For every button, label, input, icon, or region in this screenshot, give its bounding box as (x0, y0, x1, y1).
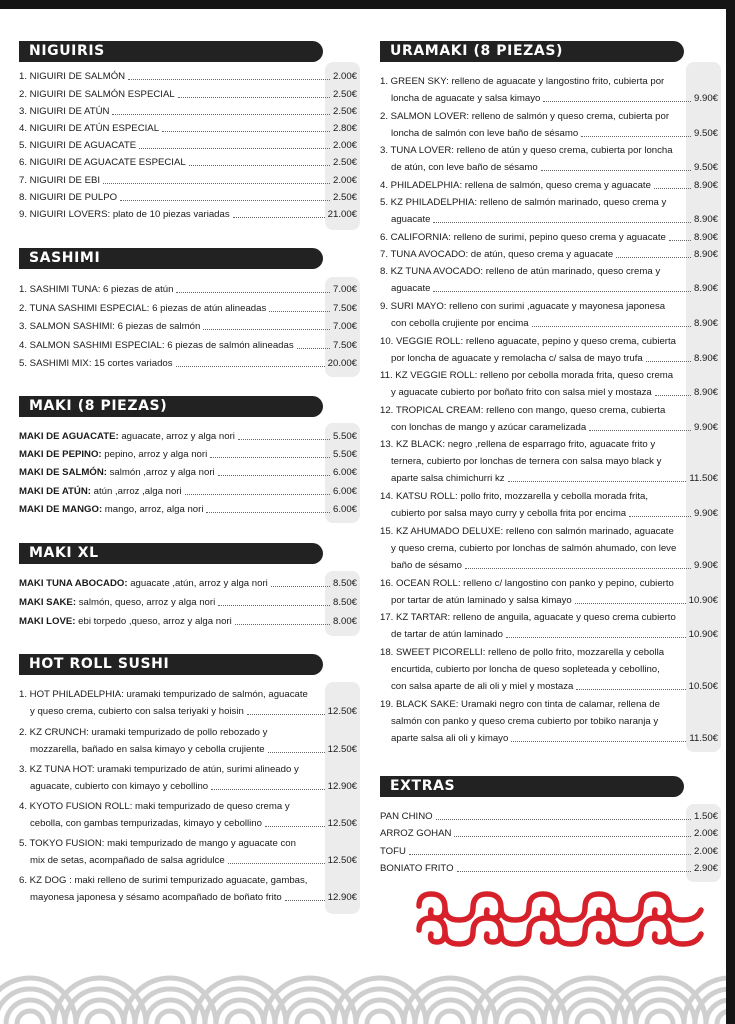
item-price: 8.50€ (332, 597, 357, 608)
right-border (726, 0, 735, 1024)
menu-item (19, 616, 357, 628)
item-desc: con cebolla crujiente por encima (391, 318, 529, 329)
item-desc: loncha de aguacate y salsa kimayo (391, 93, 541, 104)
item-desc: 3. KZ TUNA HOT: uramaki tempurizado de atún, surimi alineado y (19, 764, 299, 775)
item-price: 8.50€ (332, 578, 357, 589)
item-desc: aparte salsa ali oli y kimayo (391, 733, 509, 744)
item-desc: y aguacate cubierto por boñato frito con salsa miel y mostaza (391, 387, 652, 398)
menu-item (380, 301, 718, 330)
circles-decoration (0, 958, 726, 1024)
item-desc: pepino, arroz y alga nori (101, 449, 208, 460)
menu-item (19, 89, 357, 101)
menu-item (380, 863, 718, 875)
decor-circle (87, 1011, 113, 1024)
item-price: 2.00€ (693, 828, 718, 839)
item-desc: loncha de salmón con leve baño de sésamo (391, 128, 579, 139)
menu-item (19, 192, 357, 204)
item-price: 9.90€ (693, 508, 718, 519)
item-label: 4. NIGUIRI DE ATÚN ESPECIAL (19, 123, 160, 134)
item-desc: 17. KZ TARTAR: relleno de anguila, aguacate y queso crema cubierto (380, 612, 676, 623)
item-desc: 2. KZ CRUNCH: uramaki tempurizado de pollo rebozado y (19, 727, 268, 738)
menu-item (380, 811, 718, 823)
section-header-hot-roll: HOT ROLL SUSHI (19, 654, 323, 675)
section-header-niguiris: NIGUIRIS (19, 41, 323, 62)
item-price: 2.00€ (332, 140, 357, 151)
item-price: 20.00€ (327, 358, 357, 369)
item-price: 7.50€ (332, 340, 357, 351)
item-desc: 14. KATSU ROLL: pollo frito, mozzarella y cebolla morada frita, (380, 491, 649, 502)
top-border (0, 0, 735, 9)
item-price: 8.90€ (693, 180, 718, 191)
item-desc: 13. KZ BLACK: negro ,rellena de esparrago frito, aguacate frito y (380, 439, 656, 450)
item-price: 10.90€ (688, 629, 718, 640)
item-price: 9.50€ (693, 162, 718, 173)
menu-item (380, 145, 718, 174)
menu-item (19, 123, 357, 135)
item-label: ARROZ GOHAN (380, 828, 452, 839)
menu-item (380, 699, 718, 745)
item-price: 5.50€ (332, 449, 357, 460)
item-desc: de tartar de atún laminado (391, 629, 504, 640)
item-desc: aguacate, cubierto con kimayo y cebollino (30, 781, 209, 792)
item-desc: mayonesa japonesa y sésamo acompañado de boñato frito (30, 892, 282, 903)
item-desc: 11. KZ VEGGIE ROLL: relleno por cebolla morada frita, queso crema (380, 370, 674, 381)
item-desc: ebi torpedo ,queso, arroz y alga nori (75, 616, 232, 627)
menu-item (19, 303, 357, 315)
item-name: MAKI SAKE: (19, 597, 77, 608)
item-name: MAKI LOVE: (19, 616, 76, 627)
item-desc: 6. KZ DOG : maki relleno de surimi tempurizado aguacate, gambas, (19, 875, 308, 886)
item-price: 8.90€ (693, 249, 718, 260)
decor-circle (367, 1011, 393, 1024)
item-desc: 10. VEGGIE ROLL: relleno aguacate, pepino y queso crema, cubierta (380, 336, 676, 347)
item-price: 12.90€ (327, 892, 357, 903)
decor-circle (17, 1011, 43, 1024)
item-price: 8.90€ (693, 232, 718, 243)
menu-item (19, 801, 357, 830)
item-price: 2.90€ (693, 863, 718, 874)
menu-item (380, 578, 718, 607)
item-desc: 15. KZ AHUMADO DELUXE: relleno con salmón marinado, aguacate (380, 526, 674, 537)
decor-circle (437, 1011, 463, 1024)
item-label: PAN CHINO (380, 811, 433, 822)
item-price: 9.50€ (693, 128, 718, 139)
item-desc: y queso crema, cubierto con salsa teriyaki y hoisin (30, 706, 244, 717)
item-desc: aguacate (391, 214, 431, 225)
item-price: 2.00€ (332, 175, 357, 186)
item-label: 5. SASHIMI MIX: 15 cortes variados (19, 358, 173, 369)
item-price: 9.90€ (693, 422, 718, 433)
decor-circle (227, 1011, 253, 1024)
item-price: 7.00€ (332, 284, 357, 295)
menu-item (380, 111, 718, 140)
menu-item (19, 689, 357, 718)
item-desc: encurtida, cubierto por loncha de queso sopleteada y cebollino, (391, 664, 660, 675)
item-name: MAKI TUNA ABOCADO: (19, 578, 128, 589)
menu-item (19, 764, 357, 793)
menu-item (19, 597, 357, 609)
menu-item (19, 358, 357, 370)
item-price: 10.50€ (688, 681, 718, 692)
item-price: 2.50€ (332, 106, 357, 117)
item-label: 5. NIGUIRI DE AGUACATE (19, 140, 137, 151)
item-desc: 4. KYOTO FUSION ROLL: maki tempurizado de queso crema y (19, 801, 290, 812)
item-desc: 1. GREEN SKY: relleno de aguacate y langostino frito, cubierta por (380, 76, 665, 87)
item-price: 12.90€ (327, 781, 357, 792)
menu-item (19, 340, 357, 352)
item-desc: con salsa aparte de ali oli y miel y mostaza (391, 681, 574, 692)
item-price: 6.00€ (332, 467, 357, 478)
item-desc: 8. KZ TUNA AVOCADO: relleno de atún marinado, queso crema y (380, 266, 661, 277)
decor-circle (647, 1011, 673, 1024)
item-label: 3. NIGUIRI DE ATÚN (19, 106, 110, 117)
item-price: 12.50€ (327, 818, 357, 829)
item-name: MAKI DE MANGO: (19, 504, 103, 515)
item-price: 7.50€ (332, 303, 357, 314)
section-header-maki: MAKI (8 PIEZAS) (19, 396, 323, 417)
menu-item (380, 491, 718, 520)
menu-item (19, 875, 357, 904)
menu-item (380, 370, 718, 399)
menu-item (380, 526, 718, 572)
item-label: 8. NIGUIRI DE PULPO (19, 192, 118, 203)
menu-item (380, 266, 718, 295)
decor-circle (717, 1011, 726, 1024)
menu-item (380, 828, 718, 840)
menu-item (19, 727, 357, 756)
item-name: MAKI DE SALMÓN: (19, 467, 107, 478)
menu-item (19, 838, 357, 867)
menu-item (380, 336, 718, 365)
menu-item (19, 157, 357, 169)
item-price: 9.90€ (693, 93, 718, 104)
menu-item (19, 140, 357, 152)
item-desc: ternera, cubierto por lonchas de ternera con salsa mayo black y (391, 456, 662, 467)
item-label: 4. SALMON SASHIMI ESPECIAL: 6 piezas de salmón alineadas (19, 340, 294, 351)
menu-item (19, 321, 357, 333)
item-label: 2. NIGUIRI DE SALMÓN ESPECIAL (19, 89, 175, 100)
decor-circle (297, 1011, 323, 1024)
item-price: 2.00€ (693, 846, 718, 857)
item-desc: 2. SALMON LOVER: relleno de salmón y queso crema, cubierta por (380, 111, 670, 122)
item-desc: salmón ,arroz y alga nori (106, 467, 215, 478)
menu-item (380, 846, 718, 858)
item-price: 8.90€ (693, 353, 718, 364)
item-price: 2.50€ (332, 192, 357, 203)
item-desc: mix de setas, acompañado de salsa agridulce (30, 855, 225, 866)
item-name: MAKI DE ATÚN: (19, 486, 91, 497)
item-desc: por loncha de aguacate y remolacha c/ salsa de mayo trufa (391, 353, 643, 364)
menu-item (19, 209, 357, 221)
item-price: 11.50€ (689, 473, 718, 484)
item-desc: mozzarella, bañado en salsa kimayo y cebolla crujiente (30, 744, 265, 755)
item-desc: 16. OCEAN ROLL: relleno c/ langostino con panko y pepino, cubierto (380, 578, 674, 589)
menu-item (380, 439, 718, 485)
item-label: 1. NIGUIRI DE SALMÓN (19, 71, 126, 82)
menu-item (19, 71, 357, 83)
section-header-uramaki: URAMAKI (8 PIEZAS) (380, 41, 684, 62)
item-price: 12.50€ (327, 706, 357, 717)
item-desc: 1. HOT PHILADELPHIA: uramaki tempurizado de salmón, aguacate (19, 689, 308, 700)
menu-item (380, 249, 718, 261)
section-header-extras: EXTRAS (380, 776, 684, 797)
item-label: 2. TUNA SASHIMI ESPECIAL: 6 piezas de atún alineadas (19, 303, 267, 314)
item-price: 5.50€ (332, 431, 357, 442)
menu-item (19, 175, 357, 187)
item-desc: 5. TOKYO FUSION: maki tempurizado de mango y aguacate con (19, 838, 296, 849)
item-name: MAKI DE AGUACATE: (19, 431, 119, 442)
item-price: 8.90€ (693, 214, 718, 225)
item-desc: por tartar de atún laminado y salsa kimayo (391, 595, 572, 606)
menu-item (380, 647, 718, 693)
item-label: 1. SASHIMI TUNA: 6 piezas de atún (19, 284, 174, 295)
item-label: BONIATO FRITO (380, 863, 454, 874)
item-desc: aparte salsa chimichurri kz (391, 473, 505, 484)
item-desc: 3. TUNA LOVER: relleno de atún y queso crema, cubierta por loncha (380, 145, 673, 156)
menu-item (19, 106, 357, 118)
item-price: 6.00€ (332, 486, 357, 497)
item-desc: baño de sésamo (391, 560, 462, 571)
menu-item (380, 76, 718, 105)
item-desc: aguacate (391, 283, 431, 294)
wave-decoration (415, 888, 707, 948)
item-price: 11.50€ (689, 733, 718, 744)
item-price: 10.90€ (688, 595, 718, 606)
item-price: 12.50€ (327, 744, 357, 755)
item-desc: 9. SURI MAYO: relleno con surimi ,aguacate y mayonesa japonesa (380, 301, 666, 312)
item-price: 21.00€ (327, 209, 357, 220)
item-label: 7. NIGUIRI DE EBI (19, 175, 101, 186)
item-price: 12.50€ (327, 855, 357, 866)
menu-item (19, 578, 357, 590)
menu-item (19, 284, 357, 296)
item-price: 2.50€ (332, 157, 357, 168)
item-price: 8.90€ (693, 318, 718, 329)
menu-item (380, 197, 718, 226)
item-desc: 6. CALIFORNIA: relleno de surimi, pepino queso crema y aguacate (380, 232, 666, 243)
menu-item (19, 449, 357, 461)
menu-item (380, 180, 718, 192)
item-desc: salmón con panko y queso crema cubierto por tobiko naranja y (391, 716, 659, 727)
item-desc: de atún, con leve baño de sésamo (391, 162, 538, 173)
item-desc: salmón, queso, arroz y alga nori (76, 597, 216, 608)
section-header-maki-xl: MAKI XL (19, 543, 323, 564)
item-label: 9. NIGUIRI LOVERS: plato de 10 piezas variadas (19, 209, 230, 220)
item-price: 2.00€ (332, 71, 357, 82)
section-header-sashimi: SASHIMI (19, 248, 323, 269)
menu-item (19, 504, 357, 516)
decor-circle (157, 1011, 183, 1024)
item-desc: 19. BLACK SAKE: Uramaki negro con tinta de calamar, rellena de (380, 699, 660, 710)
item-price: 6.00€ (332, 504, 357, 515)
menu-item (380, 612, 718, 641)
item-desc: con lonchas de mango y azúcar caramelizada (391, 422, 587, 433)
menu-item (380, 232, 718, 244)
item-price: 2.50€ (332, 89, 357, 100)
item-desc: atún ,arroz ,alga nori (90, 486, 182, 497)
menu-item (380, 405, 718, 434)
item-price: 1.50€ (693, 811, 718, 822)
item-desc: aguacate, arroz y alga nori (118, 431, 235, 442)
item-price: 8.00€ (332, 616, 357, 627)
item-label: 3. SALMON SASHIMI: 6 piezas de salmón (19, 321, 201, 332)
item-label: 6. NIGUIRI DE AGUACATE ESPECIAL (19, 157, 186, 168)
item-desc: aguacate ,atún, arroz y alga nori (127, 578, 268, 589)
item-desc: y queso crema, cubierto por lonchas de salmón ahumado, con leve (391, 543, 677, 554)
item-price: 7.00€ (332, 321, 357, 332)
decor-circle (507, 1011, 533, 1024)
item-desc: mango, arroz, alga nori (102, 504, 204, 515)
menu-item (19, 467, 357, 479)
item-desc: 7. TUNA AVOCADO: de atún, queso crema y aguacate (380, 249, 614, 260)
item-price: 8.90€ (693, 283, 718, 294)
menu-item (19, 486, 357, 498)
item-desc: 18. SWEET PICORELLI: relleno de pollo frito, mozzarella y cebolla (380, 647, 665, 658)
item-name: MAKI DE PEPINO: (19, 449, 102, 460)
item-price: 2.80€ (332, 123, 357, 134)
item-desc: 12. TROPICAL CREAM: relleno con mango, queso crema, cubierta (380, 405, 666, 416)
item-price: 8.90€ (693, 387, 718, 398)
item-price: 9.90€ (693, 560, 718, 571)
item-desc: 4. PHILADELPHIA: rellena de salmón, queso crema y aguacate (380, 180, 651, 191)
item-desc: cubierto por salsa mayo curry y cebolla frita por encima (391, 508, 627, 519)
item-desc: cebolla, con gambas tempurizadas, kimayo y cebollino (30, 818, 262, 829)
decor-circle (577, 1011, 603, 1024)
menu-item (19, 431, 357, 443)
item-label: TOFU (380, 846, 406, 857)
item-desc: 5. KZ PHILADELPHIA: relleno de salmón marinado, queso crema y (380, 197, 667, 208)
